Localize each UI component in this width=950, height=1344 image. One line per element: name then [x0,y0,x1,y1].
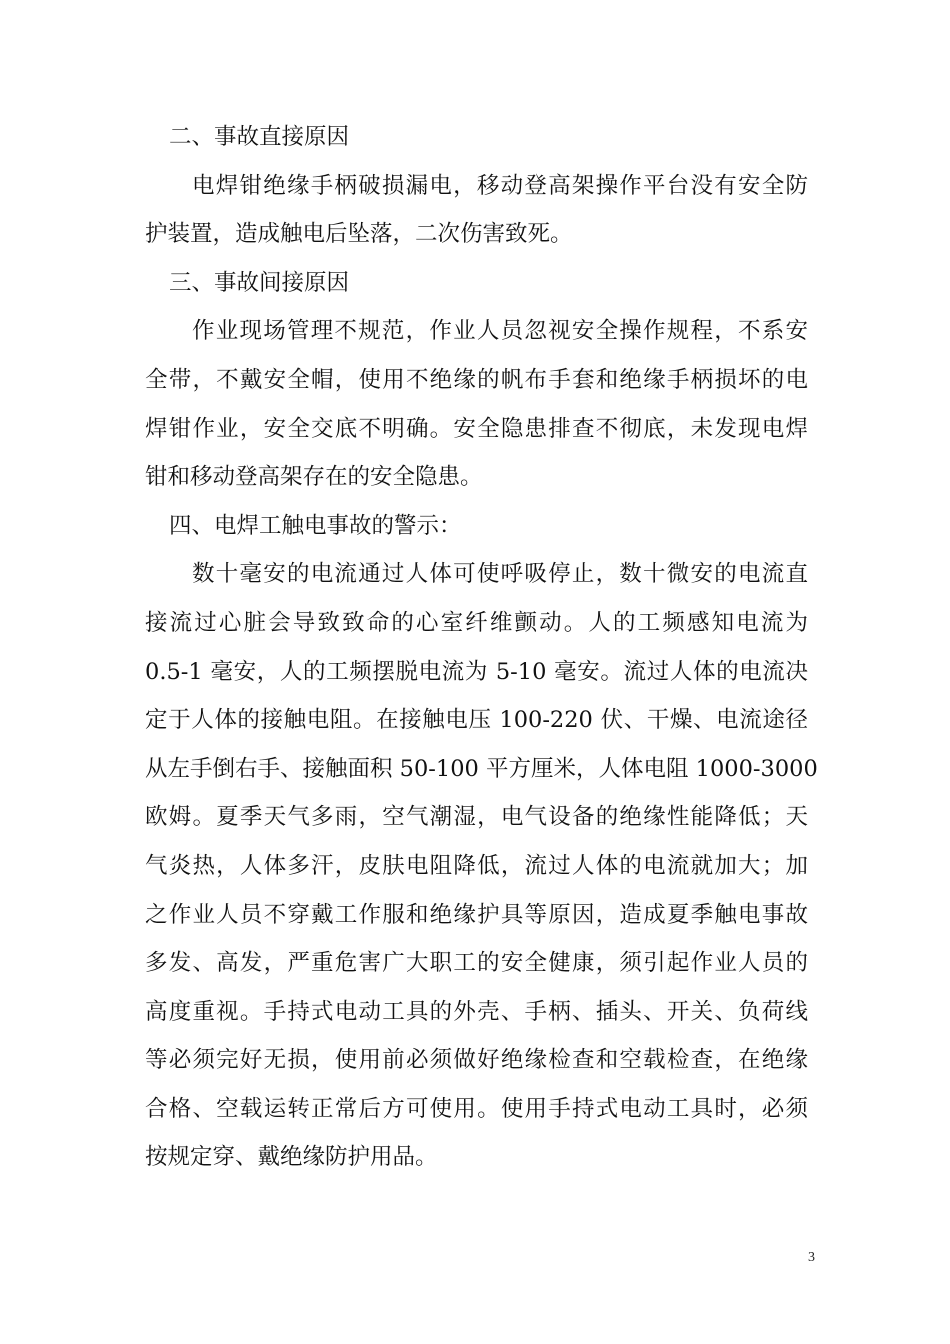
section-heading-direct-cause: 二、事故直接原因 [169,124,350,150]
paragraph-line: 欧姆。夏季天气多雨，空气潮湿，电气设备的绝缘性能降低；天 [145,804,808,831]
paragraph-line: 定于人体的接触电阻。在接触电压 100-220 伏、干燥、电流途径 [145,707,808,734]
paragraph-line: 作业现场管理不规范，作业人员忽视安全操作规程，不系安 [192,318,808,345]
paragraph-line: 从左手倒右手、接触面积 50-100 平方厘米，人体电阻 1000-3000 [145,755,818,782]
paragraph-line: 多发、高发，严重危害广大职工的安全健康，须引起作业人员的 [145,950,808,977]
paragraph-line: 按规定穿、戴绝缘防护用品。 [145,1144,438,1171]
paragraph-line: 0.5-1 毫安，人的工频摆脱电流为 5-10 毫安。流过人体的电流决 [145,658,808,685]
paragraph-line: 接流过心脏会导致致命的心室纤维颤动。人的工频感知电流为 [145,609,808,636]
paragraph-line: 钳和移动登高架存在的安全隐患。 [145,464,483,491]
section-heading-warning: 四、电焊工触电事故的警示： [169,512,462,539]
document-body [145,113,818,1182]
paragraph-line: 全带，不戴安全帽，使用不绝缘的帆布手套和绝缘手柄损坏的电 [145,366,808,393]
section-heading-indirect-cause: 三、事故间接原因 [169,269,350,296]
paragraph-line: 护装置，造成触电后坠落，二次伤害致死。 [145,221,573,248]
paragraph-line: 等必须完好无损，使用前必须做好绝缘检查和空载检查，在绝缘 [145,1047,808,1074]
paragraph-line: 气炎热，人体多汗，皮肤电阻降低，流过人体的电流就加大；加 [145,852,808,879]
paragraph-line: 之作业人员不穿戴工作服和绝缘护具等原因，造成夏季触电事故 [145,901,808,928]
paragraph-line: 电焊钳绝缘手柄破损漏电，移动登高架操作平台没有安全防 [192,172,808,199]
paragraph-line: 高度重视。手持式电动工具的外壳、手柄、插头、开关、负荷线 [145,998,808,1025]
paragraph-line: 焊钳作业，安全交底不明确。安全隐患排查不彻底，未发现电焊 [145,415,808,442]
page-number: 3 [808,1250,815,1265]
paragraph-line: 合格、空载运转正常后方可使用。使用手持式电动工具时，必须 [145,1095,808,1122]
paragraph-line: 数十毫安的电流通过人体可使呼吸停止，数十微安的电流直 [192,561,808,588]
